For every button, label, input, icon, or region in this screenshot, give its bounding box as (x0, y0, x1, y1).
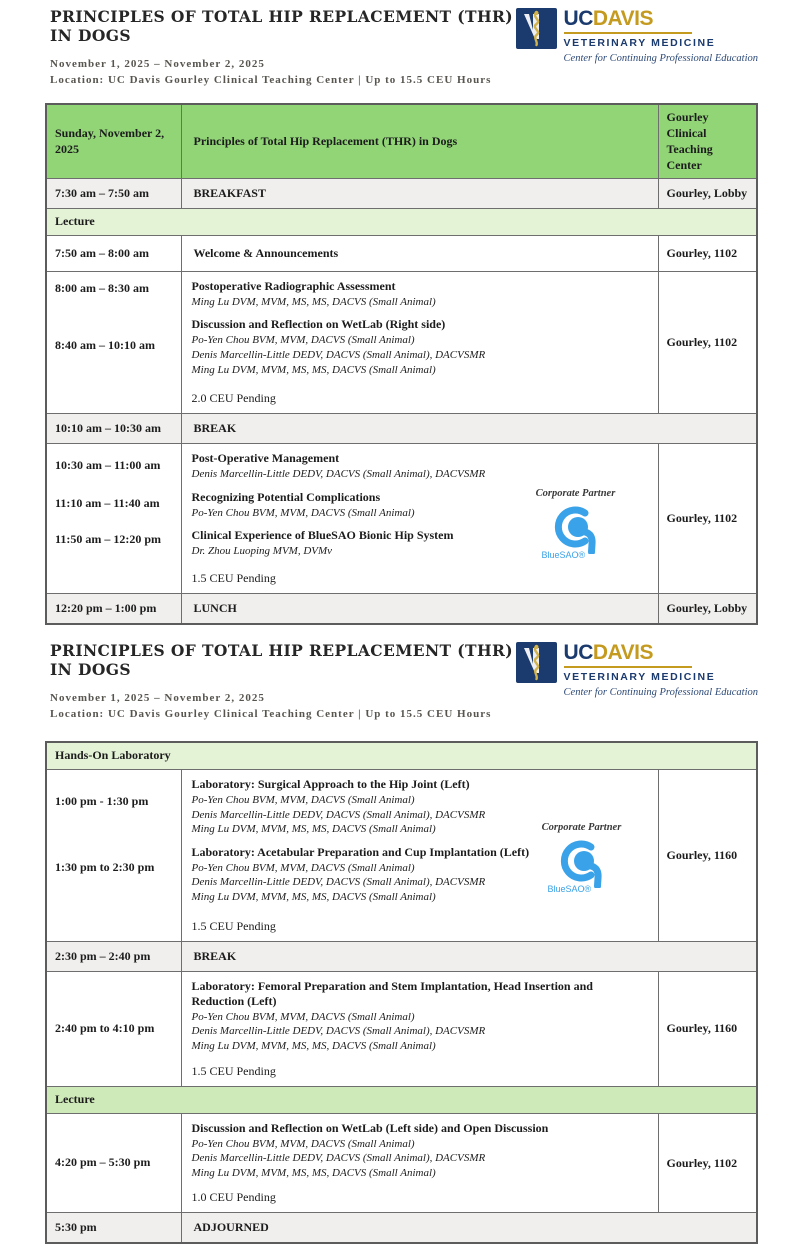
talk-title: Recognizing Potential Complications (191, 489, 381, 504)
time-cell (46, 444, 181, 594)
bluesao-label: BlueSAO® (541, 550, 586, 561)
break-label: BREAK (181, 941, 757, 971)
time-cell: 4:20 pm – 5:30 pm (46, 1113, 181, 1213)
time-entry: 8:00 am – 8:30 am (55, 280, 149, 295)
header-title-cell: Principles of Total Hip Replacement (THR) in Dogs (181, 104, 658, 178)
room-cell: Gourley, 1160 (658, 971, 757, 1086)
talk-title: Laboratory: Femoral Preparation and Stem Implantation, Head Insertion and Reduction (Left) (191, 978, 593, 1008)
break-label: BREAK (181, 414, 757, 444)
section-label: Lecture (46, 208, 757, 235)
header-date-cell: Sunday, November 2, 2025 (46, 104, 181, 178)
room-cell: Gourley, 1102 (658, 271, 757, 414)
time-entry: 1:00 pm - 1:30 pm (55, 793, 149, 808)
table1-header-row (46, 104, 757, 178)
time-entry: 11:10 am – 11:40 am (55, 496, 160, 511)
adjourned-label: ADJOURNED (181, 1213, 757, 1244)
speaker-line: Ming Lu DVM, MVM, MS, MS, DACVS (Small Animal) (191, 891, 436, 903)
time-entry: 11:50 am – 12:20 pm (55, 532, 161, 547)
speaker-line: Ming Lu DVM, MVM, MS, MS, DACVS (Small Animal) (191, 295, 436, 308)
time-cell (46, 769, 181, 941)
speaker-line: Ming Lu DVM, MVM, MS, MS, DACVS (Small Animal) (191, 1166, 436, 1179)
room-cell: Gourley, 1160 (658, 769, 757, 941)
ucdavis-logo (516, 8, 758, 64)
room-cell: Gourley, 1102 (658, 444, 757, 594)
morning-lectures-row (46, 271, 757, 414)
bluesao-logo-icon (553, 838, 611, 888)
time-cell: 10:10 am – 10:30 am (46, 414, 181, 444)
talk-title: Post-Operative Management (191, 451, 340, 466)
event-location: Location: UC Davis Gourley Clinical Teaching Center | Up to 15.5 CEU Hours (50, 73, 492, 86)
speaker-line: Ming Lu DVM, MVM, MS, MS, DACVS (Small Animal) (191, 1039, 436, 1052)
ucdavis-caduceus-icon (516, 642, 557, 683)
page2-header-text (50, 641, 516, 723)
talks-cell (181, 971, 658, 1086)
speaker-line: Po-Yen Chou BVM, MVM, DACVS (Small Animal) (191, 861, 415, 874)
late-morning-row (46, 444, 757, 594)
bluesao-label: BlueSAO® (547, 883, 592, 894)
room-cell: Gourley, Lobby (658, 178, 757, 208)
talks-cell (181, 769, 658, 941)
corporate-partner-label: Corporate Partner (535, 488, 616, 500)
breakfast-row (46, 178, 757, 208)
speaker-line: Dr. Zhou Luoping MVM, DVMv (191, 545, 333, 558)
speaker-line: Denis Marcellin-Little DEDV, DACVS (Small Animal), DACVSMR (191, 1152, 486, 1165)
ceu-status: 2.0 CEU Pending (191, 391, 276, 406)
speaker-line: Po-Yen Chou BVM, MVM, DACVS (Small Animal) (191, 1137, 415, 1150)
page2-header (50, 625, 758, 723)
speaker-line: Denis Marcellin-Little DEDV, DACVS (Small Animal), DACVSMR (191, 468, 486, 481)
talk-title: Postoperative Radiographic Assessment (191, 278, 396, 293)
section-row-lecture1 (46, 208, 757, 235)
talk-title: Laboratory: Acetabular Preparation and Cup Implantation (Left) (191, 844, 530, 859)
room-cell: Gourley, Lobby (658, 594, 757, 625)
ccpe-tagline: Center for Continuing Professional Education (563, 53, 758, 64)
lunch-row (46, 594, 757, 625)
time-cell: 2:30 pm – 2:40 pm (46, 941, 181, 971)
talk-title: Clinical Experience of BlueSAO Bionic Hip System (191, 528, 454, 543)
talk (192, 451, 648, 482)
time-entry: 8:40 am – 10:10 am (55, 337, 155, 352)
ucdavis-wordmark (564, 8, 758, 29)
vet-med-wordmark: VETERINARY MEDICINE (563, 37, 716, 49)
talk (192, 279, 648, 310)
event-location: Location: UC Davis Gourley Clinical Teaching Center | Up to 15.5 CEU Hours (50, 707, 492, 720)
event-title: PRINCIPLES OF TOTAL HIP REPLACEMENT (THR) IN DOGS (50, 7, 514, 45)
ceu-status: 1.5 CEU Pending (191, 1063, 276, 1078)
schedule-table-day1-afternoon (45, 741, 758, 1244)
adjourned-row (46, 1213, 757, 1244)
lab1-row (46, 769, 757, 941)
event-dates: November 1, 2025 – November 2, 2025 (50, 692, 265, 704)
corporate-partner-label: Corporate Partner (541, 821, 622, 833)
time-cell: 7:50 am – 8:00 am (46, 235, 181, 271)
lab2-row (46, 971, 757, 1086)
wordmark-davis: DAVIS (592, 7, 654, 30)
speaker-line: Ming Lu DVM, MVM, MS, MS, DACVS (Small Animal) (191, 363, 436, 376)
time-entry: 10:30 am – 11:00 am (55, 458, 161, 473)
ccpe-tagline: Center for Continuing Professional Education (563, 687, 758, 698)
talk (192, 317, 648, 377)
time-cell: 12:20 pm – 1:00 pm (46, 594, 181, 625)
time-cell (46, 271, 181, 414)
schedule-table-day1 (45, 103, 758, 625)
talk (192, 1121, 648, 1181)
ceu-status: 1.0 CEU Pending (191, 1190, 276, 1205)
talks-cell (181, 1113, 658, 1213)
speaker-line: Po-Yen Chou BVM, MVM, DACVS (Small Animal) (191, 1010, 415, 1023)
gold-divider (564, 666, 692, 668)
wordmark-uc: UC (563, 641, 593, 664)
lunch-label: LUNCH (181, 594, 658, 625)
speaker-line: Denis Marcellin-Little DEDV, DACVS (Small Animal), DACVSMR (191, 1025, 486, 1038)
time-cell: 5:30 pm (46, 1213, 181, 1244)
speaker-line: Denis Marcellin-Little DEDV, DACVS (Small Animal), DACVSMR (191, 876, 486, 889)
ucdavis-wordmark (564, 642, 758, 663)
room-cell: Gourley, 1102 (658, 1113, 757, 1213)
speaker-line: Po-Yen Chou BVM, MVM, DACVS (Small Animal) (191, 506, 415, 519)
section-label: Lecture (46, 1086, 757, 1113)
section-label: Hands-On Laboratory (46, 742, 757, 770)
wrapup-row (46, 1113, 757, 1213)
speaker-line: Po-Yen Chou BVM, MVM, DACVS (Small Animal) (191, 793, 415, 806)
header-venue-cell: Gourley Clinical Teaching Center (658, 104, 757, 178)
vet-med-wordmark: VETERINARY MEDICINE (563, 671, 716, 683)
event-title: PRINCIPLES OF TOTAL HIP REPLACEMENT (THR) IN DOGS (50, 641, 514, 679)
corporate-partner-block (516, 488, 636, 560)
gold-divider (564, 32, 692, 34)
talk-title: Laboratory: Surgical Approach to the Hip Joint (Left) (191, 776, 470, 791)
speaker-line: Po-Yen Chou BVM, MVM, DACVS (Small Animal) (191, 334, 415, 347)
room-cell: Gourley, 1102 (658, 235, 757, 271)
time-cell: 7:30 am – 7:50 am (46, 178, 181, 208)
time-cell: 2:40 pm to 4:10 pm (46, 971, 181, 1086)
talks-cell (181, 444, 658, 594)
talk-title: Discussion and Reflection on WetLab (Left side) and Open Discussion (191, 1120, 549, 1135)
welcome-row (46, 235, 757, 271)
speaker-line: Ming Lu DVM, MVM, MS, MS, DACVS (Small Animal) (191, 823, 436, 836)
talk-title: Welcome & Announcements (181, 235, 658, 271)
section-row-lab (46, 742, 757, 770)
ucdavis-caduceus-icon (516, 8, 557, 49)
page1-header (50, 0, 758, 89)
ceu-status: 1.5 CEU Pending (191, 571, 276, 585)
wordmark-uc: UC (563, 7, 593, 30)
wordmark-davis: DAVIS (592, 641, 654, 664)
section-row-lecture2 (46, 1086, 757, 1113)
page1-header-text (50, 7, 516, 89)
speaker-line: Denis Marcellin-Little DEDV, DACVS (Small Animal), DACVSMR (191, 808, 486, 821)
breakfast-label: BREAKFAST (181, 178, 658, 208)
speaker-line: Denis Marcellin-Little DEDV, DACVS (Small Animal), DACVSMR (191, 348, 486, 361)
break-row (46, 414, 757, 444)
break-row (46, 941, 757, 971)
ceu-status: 1.5 CEU Pending (191, 918, 276, 933)
corporate-partner-block (522, 822, 642, 894)
bluesao-logo-icon (547, 504, 605, 554)
talk-title: Discussion and Reflection on WetLab (Right side) (191, 317, 446, 332)
time-entry: 1:30 pm to 2:30 pm (55, 859, 155, 874)
event-dates: November 1, 2025 – November 2, 2025 (50, 58, 265, 70)
talks-cell (181, 271, 658, 414)
ucdavis-logo (516, 642, 758, 698)
talk (192, 979, 648, 1054)
